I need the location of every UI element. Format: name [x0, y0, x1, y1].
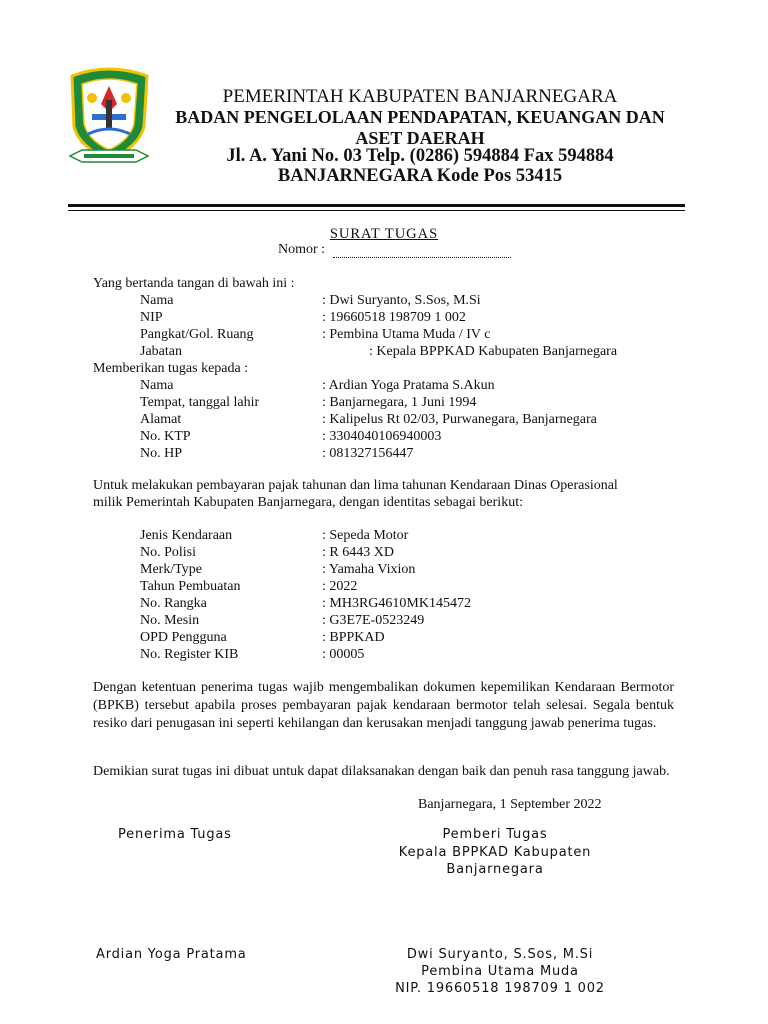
issuer-rank: Pembina Utama Muda [421, 964, 579, 979]
banjarnegara-coat-of-arms-icon [62, 64, 157, 174]
header-agency-line2: ASET DAERAH [355, 128, 485, 148]
recipient-name: Ardian Yoga Pratama [96, 947, 247, 962]
vehicle-label: No. Mesin [140, 613, 200, 628]
issuer-position-line1: Kepala BPPKAD Kabupaten [398, 845, 592, 860]
issuer-nip: NIP. 19660518 198709 1 002 [395, 981, 605, 996]
purpose-text-line1: Untuk melakukan pembayaran pajak tahunan dan lima tahunan Kendaraan Dinas Operasional [93, 478, 618, 493]
assignee-label: No. KTP [140, 429, 191, 444]
vehicle-label: No. Register KIB [140, 647, 239, 662]
vehicle-value: : Yamaha Vixion [322, 562, 416, 577]
intro-text: Yang bertanda tangan di bawah ini : [93, 276, 295, 291]
condition-paragraph: Dengan ketentuan penerima tugas wajib mengembalikan dokumen kepemilikan Kendaraan Bermotor (BPKB) tersebut apabila proses pembayaran pajak kendaraan bermotor telah selesai. Segala bentuk resiko dari penugasan ini seperti kehilangan dan kerusakan menjadi tanggung jawab penerima tugas. [93, 680, 674, 731]
recipient-role: Penerima Tugas [118, 827, 232, 842]
header-city: BANJARNEGARA Kode Pos 53415 [277, 166, 563, 186]
assignee-label: Nama [140, 378, 174, 393]
vehicle-value: : R 6443 XD [322, 545, 394, 560]
signer-value: : 19660518 198709 1 002 [322, 310, 466, 325]
assignee-value: : Ardian Yoga Pratama S.Akun [322, 378, 495, 393]
signer-label: Nama [140, 293, 174, 308]
assignee-value: : 081327156447 [322, 446, 414, 461]
assignee-value: : Kalipelus Rt 02/03, Purwanegara, Banjarnegara [322, 412, 597, 427]
header-government: PEMERINTAH KABUPATEN BANJARNEGARA [222, 86, 618, 107]
signer-value: : Pembina Utama Muda / IV c [322, 327, 491, 342]
signer-label: Pangkat/Gol. Ruang [140, 327, 254, 342]
issuer-position-line2: Banjarnegara [446, 862, 544, 877]
vehicle-label: No. Rangka [140, 596, 207, 611]
vehicle-value: : 2022 [322, 579, 358, 594]
signer-value: : Dwi Suryanto, S.Sos, M.Si [322, 293, 481, 308]
vehicle-label: Tahun Pembuatan [140, 579, 241, 594]
issuer-name: Dwi Suryanto, S.Sos, M.Si [406, 947, 594, 962]
assign-intro-text: Memberikan tugas kepada : [93, 361, 249, 376]
vehicle-label: OPD Pengguna [140, 630, 227, 645]
vehicle-value: : 00005 [322, 647, 365, 662]
header-divider-thin [68, 210, 685, 211]
nomor-label: Nomor : [278, 242, 326, 257]
assignee-label: Tempat, tanggal lahir [140, 395, 260, 410]
header-agency [160, 107, 680, 149]
vehicle-label: Merk/Type [140, 562, 203, 577]
vehicle-label: Jenis Kendaraan [140, 528, 233, 543]
assignee-value: : 3304040106940003 [322, 429, 442, 444]
signer-label: NIP [140, 310, 163, 325]
header-divider-thick [68, 204, 685, 207]
vehicle-value: : G3E7E-0523249 [322, 613, 425, 628]
signer-label: Jabatan [140, 344, 182, 359]
assignee-label: No. HP [140, 446, 183, 461]
signer-value: : Kepala BPPKAD Kabupaten Banjarnegara [369, 344, 618, 359]
purpose-text-line2: milik Pemerintah Kabupaten Banjarnegara, dengan identitas sebagai berikut: [93, 495, 523, 510]
assignee-label: Alamat [140, 412, 182, 427]
header-agency-line1: BADAN PENGELOLAAN PENDAPATAN, KEUANGAN DAN [175, 107, 665, 127]
header-address: Jl. A. Yani No. 03 Telp. (0286) 594884 Fax 594884 [226, 146, 614, 166]
place-date: Banjarnegara, 1 September 2022 [418, 797, 602, 812]
vehicle-label: No. Polisi [140, 545, 197, 560]
nomor-blank-line [333, 257, 511, 258]
document-title: SURAT TUGAS [329, 226, 439, 242]
issuer-role: Pemberi Tugas [442, 827, 548, 842]
vehicle-value: : MH3RG4610MK145472 [322, 596, 471, 611]
closing-paragraph: Demikian surat tugas ini dibuat untuk dapat dilaksanakan dengan baik dan penuh rasa tanggung jawab. [93, 764, 670, 779]
assignee-value: : Banjarnegara, 1 Juni 1994 [322, 395, 477, 410]
vehicle-value: : Sepeda Motor [322, 528, 409, 543]
vehicle-value: : BPPKAD [322, 630, 385, 645]
